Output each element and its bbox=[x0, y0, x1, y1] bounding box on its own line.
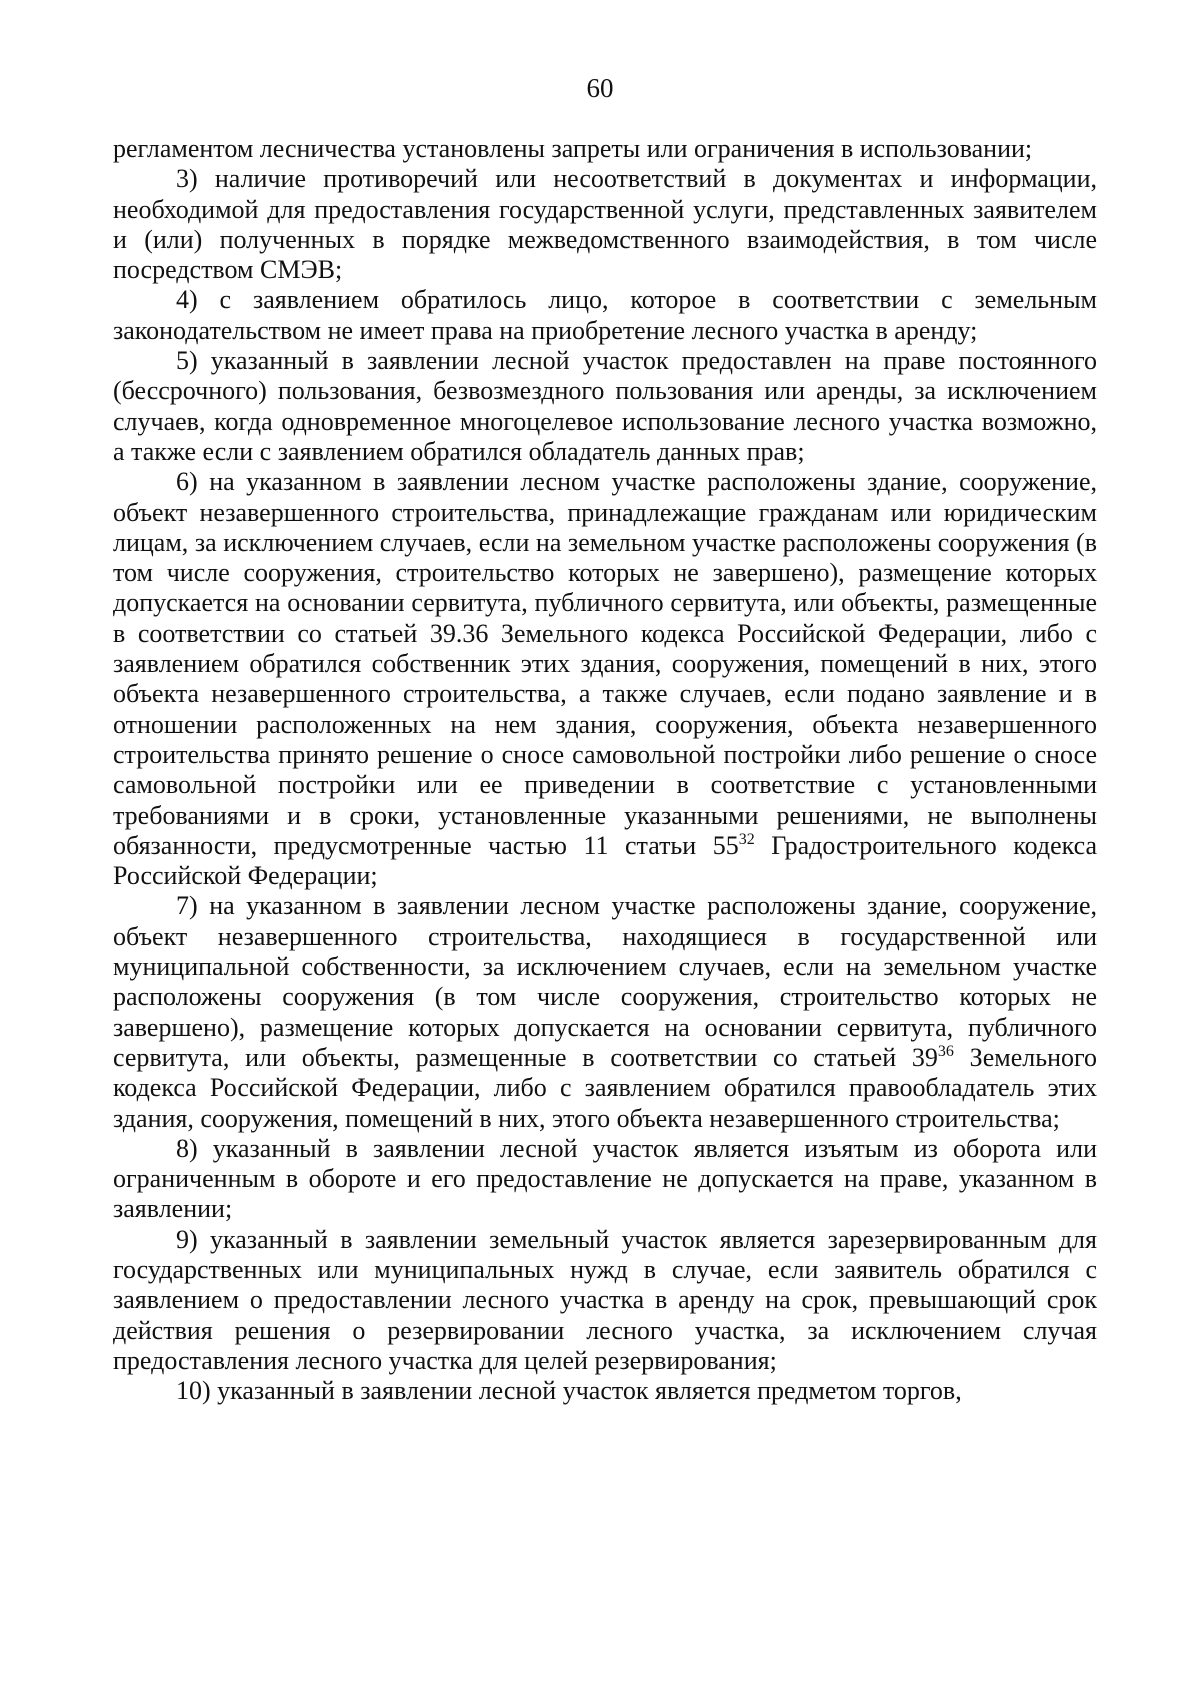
superscript-32: 32 bbox=[738, 830, 755, 848]
paragraph-item-7-tail: Земельного кодекса Российской Федерации, либо с заявлением обратился правообладатель этих здания, сооружения, помещений в них, этого объекта незавершенного строительства; bbox=[113, 1042, 1097, 1133]
document-body bbox=[113, 134, 1097, 1406]
paragraph-item-3: 3) наличие противоречий или несоответствий в документах и информации, необходимой для предоставления государственной услуги, представленных заявителем и (или) полученных в порядке межведомственного взаимодействия, в том числе посредством СМЭВ; bbox=[113, 164, 1097, 285]
paragraph-item-6-tail: Градостроительного кодекса Российской Федерации; bbox=[113, 830, 1098, 891]
paragraph-item-6 bbox=[113, 467, 1097, 891]
superscript-36: 36 bbox=[937, 1042, 954, 1060]
paragraph-item-4: 4) с заявлением обратилось лицо, которое в соответствии с земельным законодательством не имеет права на приобретение лесного участка в аренду; bbox=[113, 285, 1097, 345]
paragraph-item-7-text: 7) на указанном в заявлении лесном участке расположены здание, сооружение, объект незавершенного строительства, находящиеся в государственной или муниципальной собственности, за исключением случаев, если на земельном участке расположены сооружения (в том числе сооружения, строительство которых не завершено), размещение которых допускается на основании сервитута, публичного сервитута, или объекты, размещенные в соответствии со статьей 39 bbox=[113, 891, 1097, 1072]
paragraph-item-5: 5) указанный в заявлении лесной участок предоставлен на праве постоянного (бессрочного) пользования, безвозмездного пользования или аренды, за исключением случаев, когда одновременное многоцелевое использование лесного участка возможно, а также если с заявлением обратился обладатель данных прав; bbox=[113, 346, 1097, 466]
paragraph-continuation: регламентом лесничества установлены запреты или ограничения в использовании; bbox=[113, 134, 1033, 163]
paragraph-item-6-text: 6) на указанном в заявлении лесном участке расположены здание, сооружение, объект незавершенного строительства, принадлежащие гражданам или юридическим лицам, за исключением случаев, если на земельном участке расположены сооружения (в том числе сооружения, строительство которых не завершено), размещение которых допускается на основании сервитута, публичного сервитута, или объекты, размещенные в соответствии со статьей 39.36 Земельного кодекса Российской Федерации, либо с заявлением обратился собственник этих здания, сооружения, помещений в них, этого объекта незавершенного строительства, а также случаев, если подано заявление и в отношении расположенных на нем здания, сооружения, объекта незавершенного строительства принято решение о сносе самовольной постройки либо решение о сносе самовольной постройки или ее приведении в соответствие с установленными требованиями и в сроки, установленные указанными решениями, не выполнены обязанности, предусмотренные частью 11 статьи 55 bbox=[113, 467, 1097, 860]
paragraph-item-10: 10) указанный в заявлении лесной участок является предметом торгов, bbox=[176, 1376, 962, 1406]
paragraph-item-9: 9) указанный в заявлении земельный участок является зарезервированным для государственных или муниципальных нужд в случае, если заявитель обратился с заявлением о предоставлении лесного участка в аренду на срок, превышающий срок действия решения о резервировании лесного участка, за исключением случая предоставления лесного участка для целей резервирования; bbox=[113, 1224, 1097, 1375]
paragraph-item-7 bbox=[113, 891, 1097, 1133]
paragraph-item-8: 8) указанный в заявлении лесной участок является изъятым из оборота или ограниченным в обороте и его предоставление не допускается на праве, указанном в заявлении; bbox=[113, 1133, 1097, 1224]
page-number: 60 bbox=[586, 73, 614, 103]
